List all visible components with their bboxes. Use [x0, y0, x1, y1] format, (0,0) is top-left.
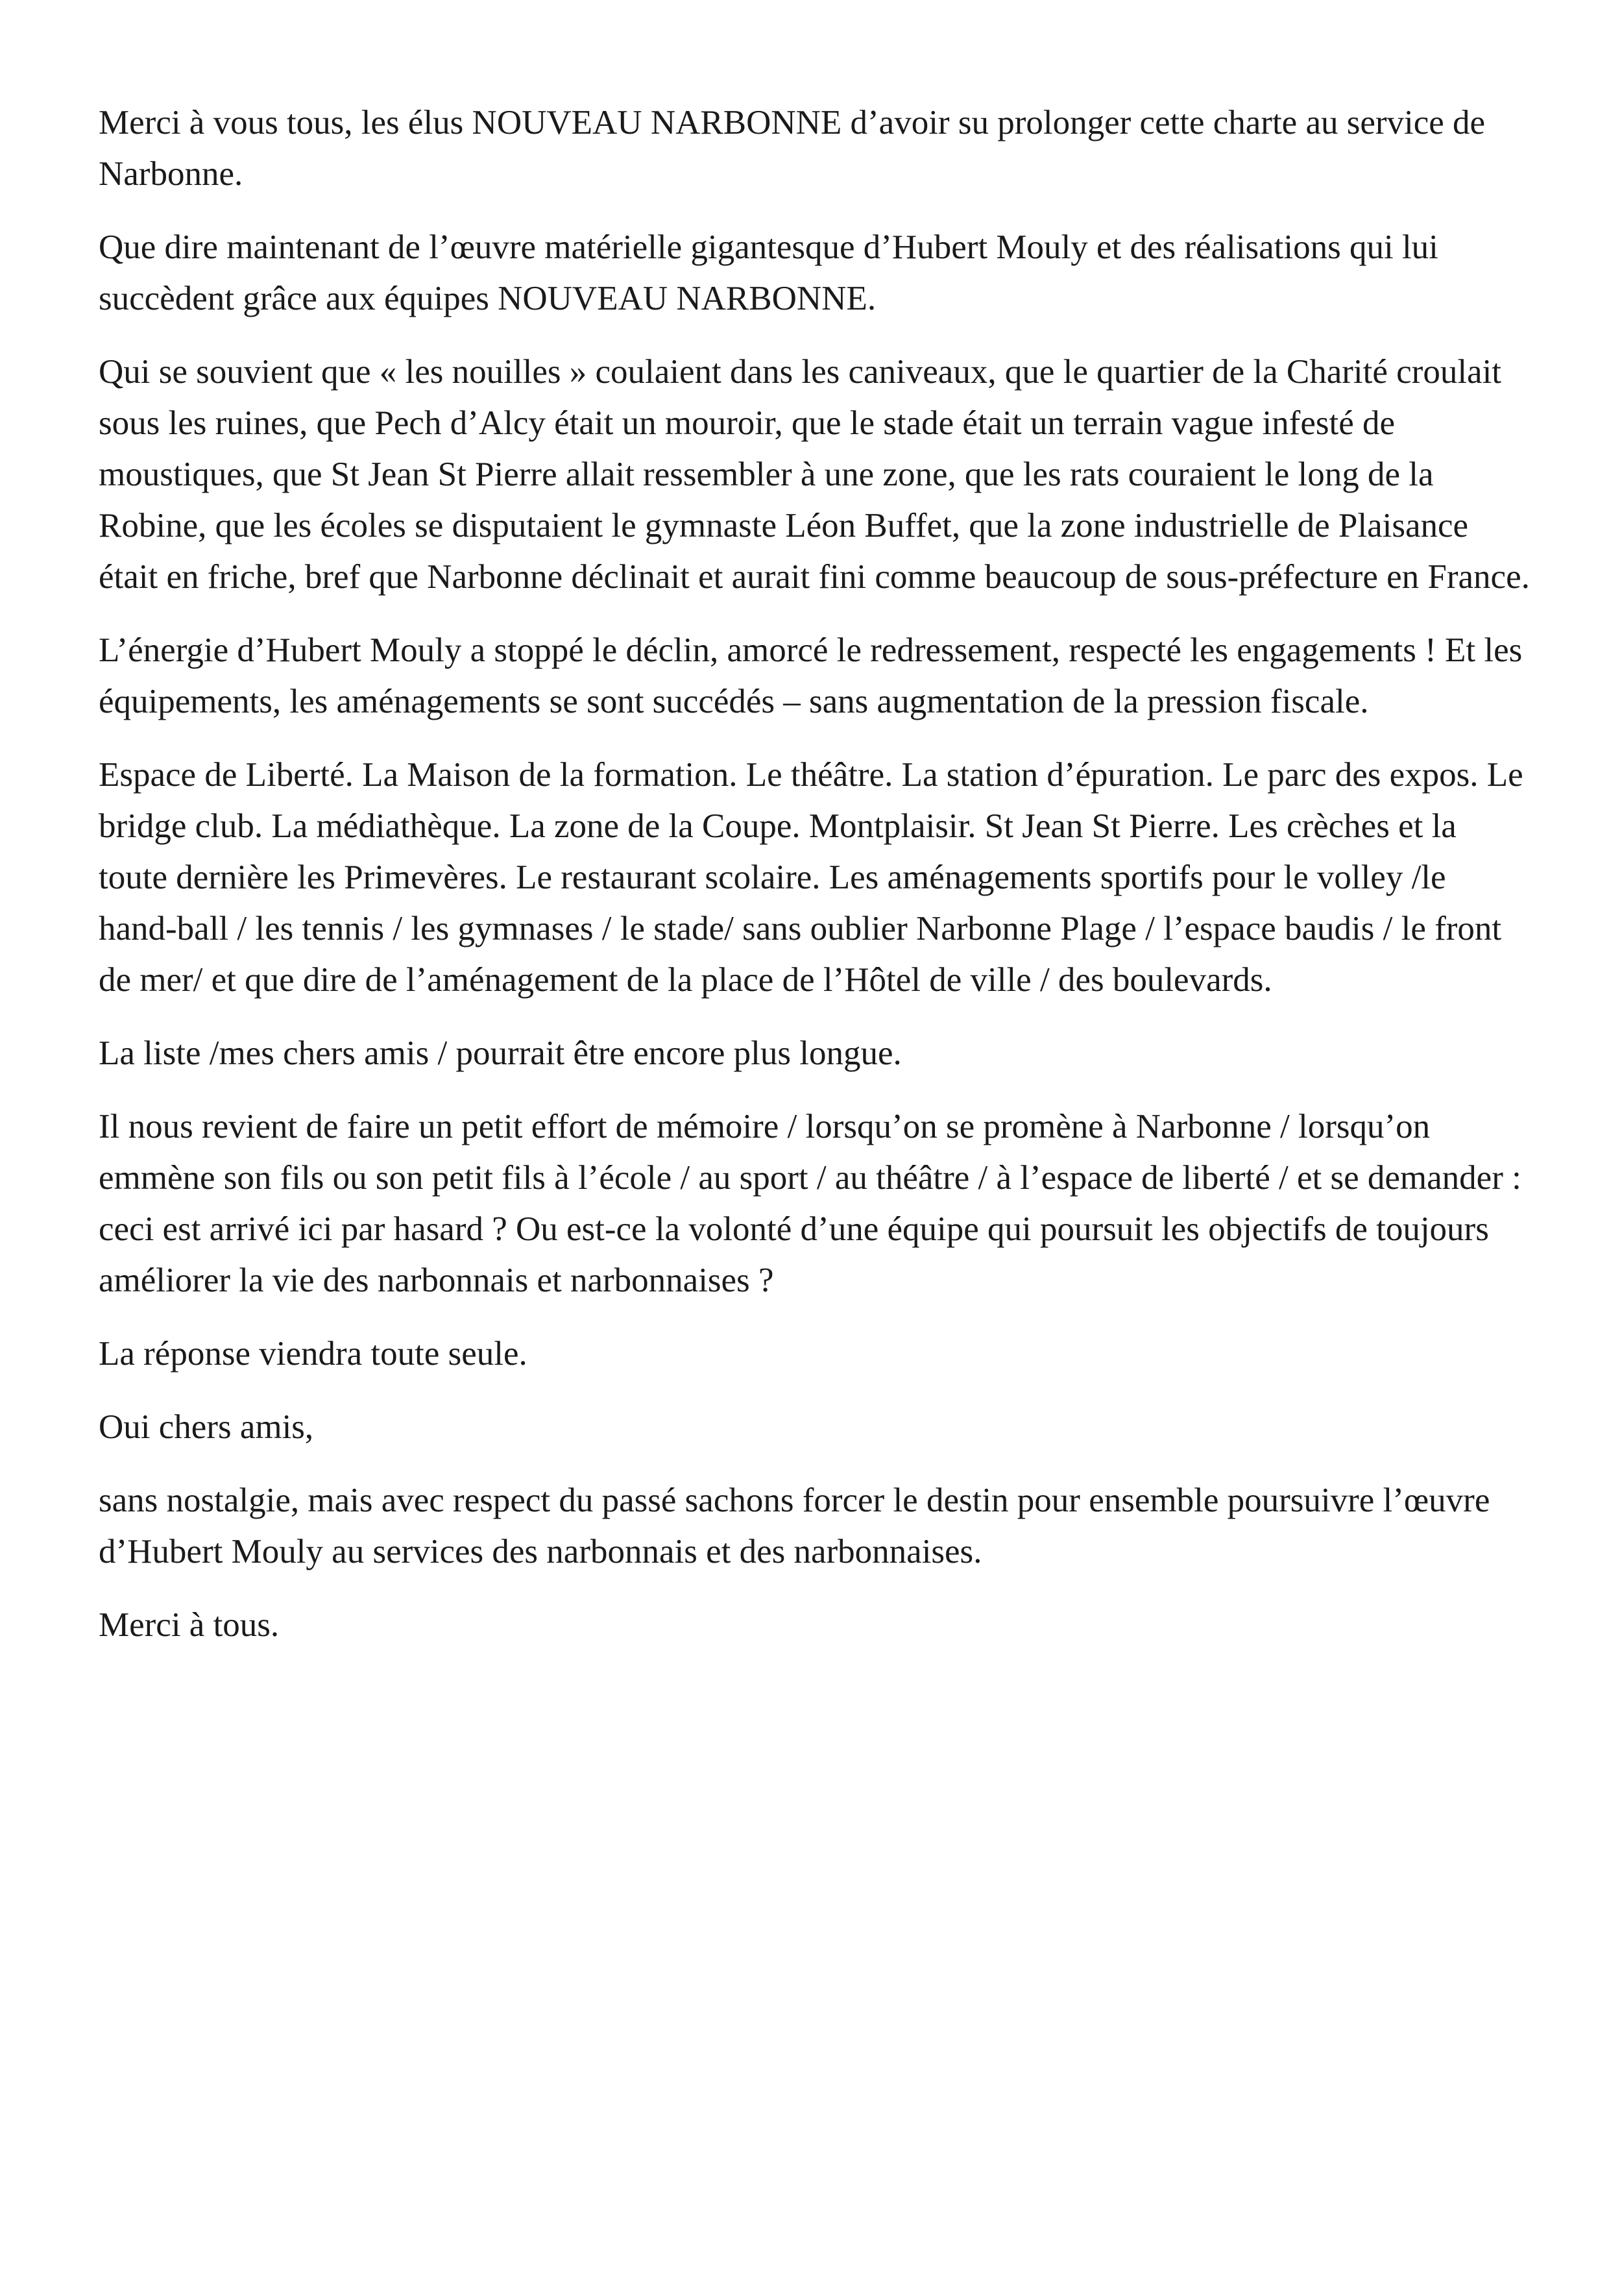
paragraph-closing-thanks: Merci à tous.	[99, 1606, 280, 1644]
paragraph-remember-past: Qui se souvient que « les nouilles » coulaient dans les caniveaux, que le quartier de la Charité croulait sous les ruines, que Pech d’Alcy était un mouroir, que le stade était un terrain vague infesté de moustiques, que St Jean St Pierre allait ressembler à une zone, que les rats couraient le long de la Robine, que les écoles se disputaient le gymnaste Léon Buffet, que la zone industrielle de Plaisance était en friche, bref que Narbonne déclinait et aurait fini comme beaucoup de sous-préfecture en France.	[99, 353, 1530, 596]
paragraph-material-work: Que dire maintenant de l’œuvre matérielle gigantesque d’Hubert Mouly et des réalisations qui lui succèdent grâce aux équipes NOUVEAU NARBONNE.	[99, 228, 1438, 317]
paragraph-no-nostalgia: sans nostalgie, mais avec respect du passé sachons forcer le destin pour ensemble poursuivre l’œuvre d’Hubert Mouly au services des narbonnais et des narbonnaises.	[99, 1482, 1490, 1570]
paragraph-list-longer: La liste /mes chers amis / pourrait être encore plus longue.	[99, 1034, 902, 1072]
paragraph-memory-effort: Il nous revient de faire un petit effort de mémoire / lorsqu’on se promène à Narbonne / lorsqu’on emmène son fils ou son petit fils à l’école / au sport / au théâtre / à l’espace de liberté / et se demander : ceci est arrivé ici par hasard ? Ou est-ce la volonté d’une équipe qui poursuit les objectifs de toujours améliorer la vie des narbonnais et narbonnaises ?	[99, 1108, 1521, 1299]
document-body	[99, 97, 1532, 1673]
paragraph-answer: La réponse viendra toute seule.	[99, 1335, 527, 1373]
paragraph-facilities-list: Espace de Liberté. La Maison de la formation. Le théâtre. La station d’épuration. Le parc des expos. Le bridge club. La médiathèque. La zone de la Coupe. Montplaisir. St Jean St Pierre. Les crèches et la toute dernière les Primevères. Le restaurant scolaire. Les aménagements sportifs pour le volley /le hand-ball / les tennis / les gymnases / le stade/ sans oublier Narbonne Plage / l’espace baudis / le front de mer/ et que dire de l’aménagement de la place de l’Hôtel de ville / des boulevards.	[99, 756, 1523, 999]
paragraph-thanks-elected: Merci à vous tous, les élus NOUVEAU NARBONNE d’avoir su prolonger cette charte au service de Narbonne.	[99, 104, 1486, 193]
paragraph-energy: L’énergie d’Hubert Mouly a stoppé le déclin, amorcé le redressement, respecté les engagements ! Et les équipements, les aménagements se sont succédés – sans augmentation de la pression fiscale.	[99, 631, 1523, 720]
paragraph-dear-friends: Oui chers amis,	[99, 1408, 314, 1446]
